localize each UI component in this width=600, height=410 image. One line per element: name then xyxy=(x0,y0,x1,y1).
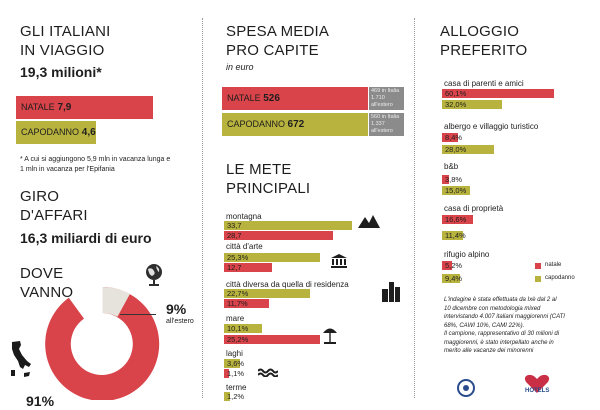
capodanno-spending-breakdown xyxy=(369,113,404,136)
accommodation-title-line1: ALLOGGIO xyxy=(440,23,520,40)
natale-spending-label: NATALE 526 xyxy=(227,93,280,104)
accommodation-label: casa di parenti e amici xyxy=(444,79,524,88)
destination-donut-chart xyxy=(40,282,165,400)
capodanno-abroad-spending: 1.337 all'estero xyxy=(371,121,393,134)
destination-capodanno-bar: 10,1% xyxy=(224,324,262,333)
natale-travellers-label: NATALE 7,9 xyxy=(21,102,72,113)
hotels-logo-text: HOTELS xyxy=(525,388,550,394)
legend-capodanno-label: capodanno xyxy=(545,275,575,281)
lake-icon xyxy=(258,365,278,377)
travellers-title-line1: GLI ITALIANI xyxy=(20,23,111,40)
turnover-title-line1: GIRO xyxy=(20,188,60,205)
destination-capodanno-bar: 22,7% xyxy=(224,289,310,298)
survey-note xyxy=(444,296,594,356)
survey-note-line: maggiorenni, è stato interpellato anche in xyxy=(444,339,554,346)
accommodation-label: albergo e villaggio turistico xyxy=(444,122,539,131)
abroad-leader-line xyxy=(120,314,156,315)
travellers-title-line2: IN VIAGGIO xyxy=(20,42,105,59)
turnover-value: 16,3 miliardi di euro xyxy=(20,230,152,246)
destination-natale-bar: 28,7 xyxy=(224,231,333,240)
column-divider xyxy=(202,18,203,398)
survey-note-line: Il campione, rappresentativo di 30 milioni di xyxy=(444,331,560,337)
accommodation-capodanno-bar: 32,0% xyxy=(442,100,502,109)
survey-note-line: L'indagine è stata effettuata da Ixè dal 2 al xyxy=(444,297,557,303)
destination-label: città d'arte xyxy=(226,242,263,251)
accommodation-natale-bar: 5,2% xyxy=(442,261,452,270)
destination-label: città diversa da quella di residenza xyxy=(226,280,349,289)
institution-logo xyxy=(454,378,478,398)
natale-italy-spending: 469 in Italia xyxy=(371,88,400,94)
accommodation-capodanno-bar: 28,0% xyxy=(442,145,494,154)
destination-capodanno-bar: 33,7 xyxy=(224,221,352,230)
travellers-total: 19,3 milioni* xyxy=(20,64,102,80)
natale-travellers-bar xyxy=(16,96,153,119)
accommodation-label: casa di proprietà xyxy=(444,204,504,213)
legend-capodanno-swatch xyxy=(535,276,541,282)
accommodation-natale-bar: 3,8% xyxy=(442,175,449,184)
abroad-percentage: 9% xyxy=(166,301,187,317)
city-icon xyxy=(382,282,400,302)
beach-icon xyxy=(322,326,338,344)
museum-icon xyxy=(331,254,347,268)
spending-title-line1: SPESA MEDIA xyxy=(226,23,330,40)
accommodation-natale-bar: 60,1% xyxy=(442,89,554,98)
destination-natale-bar: 12,7 xyxy=(224,263,272,272)
survey-note-line: 10 dicembre con metodologia mixed xyxy=(444,305,541,312)
destination-label: terme xyxy=(226,383,247,392)
travellers-note-line1: * A cui si aggiungono 5,9 mln in vacanza lunga e xyxy=(20,156,171,163)
accommodation-title-line2: PREFERITO xyxy=(440,42,528,59)
capodanno-travellers-label: CAPODANNO 4,6 xyxy=(21,127,96,138)
spending-title-line2: PRO CAPITE xyxy=(226,42,319,59)
destination-label: montagna xyxy=(226,212,262,221)
column-divider xyxy=(414,18,415,398)
italy-map-icon xyxy=(8,340,34,380)
accommodation-capodanno-bar: 15,0% xyxy=(442,186,470,195)
destination-natale-bar: 11,7% xyxy=(224,299,269,308)
hotels-logo xyxy=(522,374,552,400)
destination-label: mare xyxy=(226,314,245,323)
survey-note-line: intervistando 4.007 italiani maggiorenni (CATI xyxy=(444,314,565,320)
accommodation-label: b&b xyxy=(444,162,459,171)
mountain-icon xyxy=(358,214,380,228)
accommodation-natale-bar: 16,6% xyxy=(442,215,473,224)
destination-capodanno-bar: 25,3% xyxy=(224,253,320,262)
italy-slice xyxy=(45,287,159,400)
capodanno-italy-spending: 560 in Italia xyxy=(371,114,400,120)
destination-natale-bar: 1,1% xyxy=(224,369,229,378)
destination-title-line2: VANNO xyxy=(20,284,74,301)
italy-percentage: 91% xyxy=(26,393,55,409)
turnover-title-line2: D'AFFARI xyxy=(20,207,88,224)
destination-label: laghi xyxy=(226,349,243,358)
abroad-label: all'estero xyxy=(166,318,194,325)
natale-spending-breakdown xyxy=(369,87,404,110)
survey-note-line: 68%, CAWI 10%, CAMI 22%). xyxy=(444,322,525,329)
capodanno-spending-bar xyxy=(222,113,368,136)
travellers-note-line2: 1 mln in vacanza per l'Epifania xyxy=(20,166,115,173)
legend-natale-label: natale xyxy=(545,262,562,268)
spending-subtitle: in euro xyxy=(226,62,254,72)
legend-natale-swatch xyxy=(535,263,541,269)
destination-title-line1: DOVE xyxy=(20,265,64,282)
capodanno-spending-label: CAPODANNO 672 xyxy=(227,119,305,130)
destination-capodanno-bar: 3,6% xyxy=(224,359,240,368)
accommodation-capodanno-bar: 9,4% xyxy=(442,274,460,283)
capodanno-travellers-bar xyxy=(16,121,96,144)
natale-spending-bar xyxy=(222,87,368,110)
accommodation-natale-bar: 8,4% xyxy=(442,133,458,142)
destinations-title-line2: PRINCIPALI xyxy=(226,180,311,197)
accommodation-capodanno-bar: 11,4% xyxy=(442,231,463,240)
destination-natale-bar: 25,2% xyxy=(224,335,320,344)
survey-note-line: merito alle vacanze dei minorenni xyxy=(444,348,534,354)
accommodation-label: rifugio alpino xyxy=(444,250,490,259)
natale-abroad-spending: 1.710 all'estero xyxy=(371,95,393,108)
destination-capodanno-bar: 1,2% xyxy=(224,392,230,401)
destinations-title-line1: LE METE xyxy=(226,161,292,178)
